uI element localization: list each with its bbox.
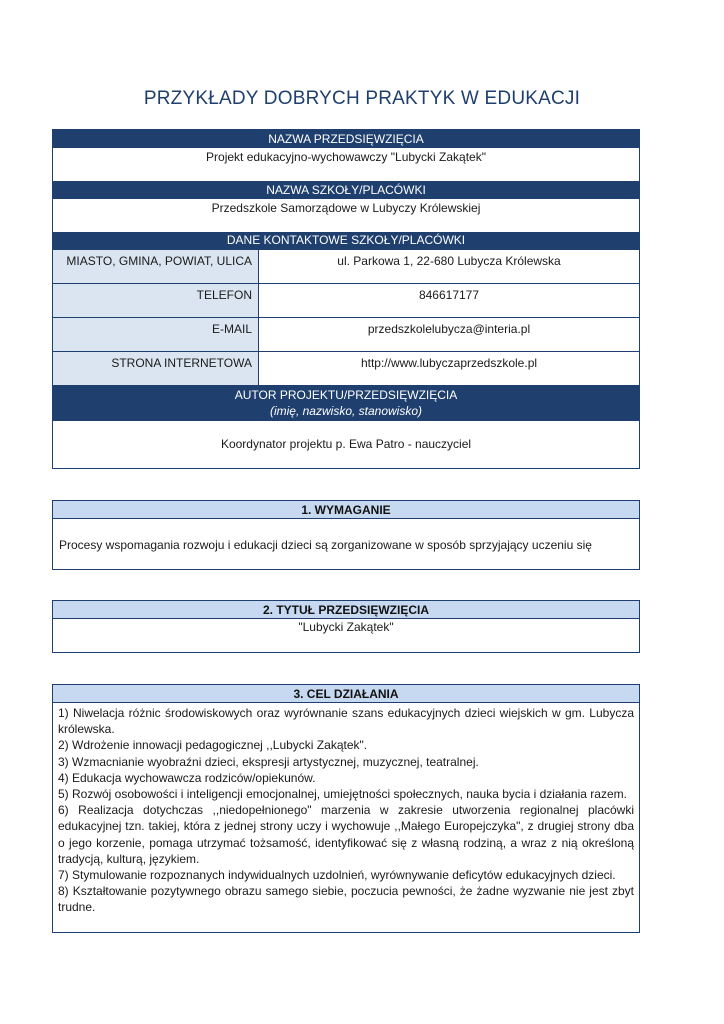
contact-label: TELEFON — [53, 284, 259, 317]
contact-label: E-MAIL — [53, 318, 259, 351]
goals-section — [52, 684, 640, 933]
title-header: 2. TYTUŁ PRZEDSIĘWZIĘCIA — [53, 601, 639, 619]
page-title: PRZYKŁADY DOBRYCH PRAKTYK W EDUKACJI — [143, 88, 581, 109]
contact-row-email — [53, 317, 639, 351]
goals-list — [53, 703, 639, 916]
contact-label: STRONA INTERNETOWA — [53, 352, 259, 385]
goal-item: 1) Niwelacja różnic środowiskowych oraz wyrównanie szans edukacyjnych dzieci wiejskich w gm. Lubycza królewska. — [58, 706, 634, 737]
author-value: Koordynator projektu p. Ewa Patro - nauczyciel — [220, 437, 472, 451]
title-section — [52, 600, 640, 653]
school-name-header: NAZWA SZKOŁY/PLACÓWKI — [53, 181, 639, 199]
contact-row-phone — [53, 283, 639, 317]
requirement-header: 1. WYMAGANIE — [53, 501, 639, 519]
contact-row-website — [53, 351, 639, 385]
author-header-title: AUTOR PROJEKTU/PRZEDSIĘWZIĘCIA — [234, 388, 458, 402]
project-info-table — [52, 129, 640, 469]
project-name-value: Projekt edukacyjno-wychowawczy "Lubycki Zakątek" — [206, 150, 486, 164]
goals-header: 3. CEL DZIAŁANIA — [53, 685, 639, 703]
author-header-subtitle: (imię, nazwisko, stanowisko) — [269, 404, 423, 418]
goal-item: 5) Rozwój osobowości i inteligencji emocjonalnej, umiejętności społecznych, nauka bycia i działania razem. — [58, 787, 627, 802]
school-name-value: Przedszkole Samorządowe w Lubyczy Królewskiej — [211, 201, 481, 215]
title-text: "Lubycki Zakątek" — [298, 620, 394, 634]
contact-value[interactable]: przedszkolelubycza@interia.pl — [367, 322, 531, 336]
contact-value: ul. Parkowa 1, 22-680 Lubycza Królewska — [337, 254, 561, 268]
goal-item: 7) Stymulowanie rozpoznanych indywidualnych uzdolnień, wyrównywanie deficytów edukacyjnych dzieci. — [58, 868, 616, 883]
contact-row-address — [53, 249, 639, 283]
contact-label: MIASTO, GMINA, POWIAT, ULICA — [53, 250, 259, 283]
requirement-text: Procesy wspomagania rozwoju i edukacji dzieci są zorganizowane w sposób sprzyjający uczeniu się — [59, 538, 592, 552]
goal-item: 2) Wdrożenie innowacji pedagogicznej ,,Lubycki Zakątek". — [58, 738, 368, 753]
goal-item: 3) Wzmacnianie wyobraźni dzieci, ekspresji artystycznej, muzycznej, teatralnej. — [58, 754, 479, 769]
goal-item: 4) Edukacja wychowawcza rodziców/opiekunów. — [58, 770, 316, 785]
requirement-section — [52, 500, 640, 570]
project-name-header: NAZWA PRZEDSIĘWZIĘCIA — [53, 130, 639, 148]
contact-value[interactable]: http://www.lubyczaprzedszkole.pl — [360, 356, 538, 370]
author-header — [53, 385, 639, 421]
goal-item: 6) Realizacja dotychczas ,,niedopełnionego" marzenia w zakresie utworzenia regionalnej placówki edukacyjnej tzn. takiej, która z jednej strony uczy i wychowuje ,,Małego Europejczyka", z drugiej strony dba o jego korzenie, pomaga utrzymać tożsamość, identyfikować się z własną rodziną, a wraz z nią określoną tradycją, kulturą, językiem. — [58, 803, 634, 866]
goal-item: 8) Kształtowanie pozytywnego obrazu samego siebie, poczucia pewności, że żadne wyzwanie nie jest zbyt trudne. — [58, 884, 634, 915]
contact-value: 846617177 — [418, 288, 480, 302]
contact-header: DANE KONTAKTOWE SZKOŁY/PLACÓWKI — [53, 232, 639, 249]
